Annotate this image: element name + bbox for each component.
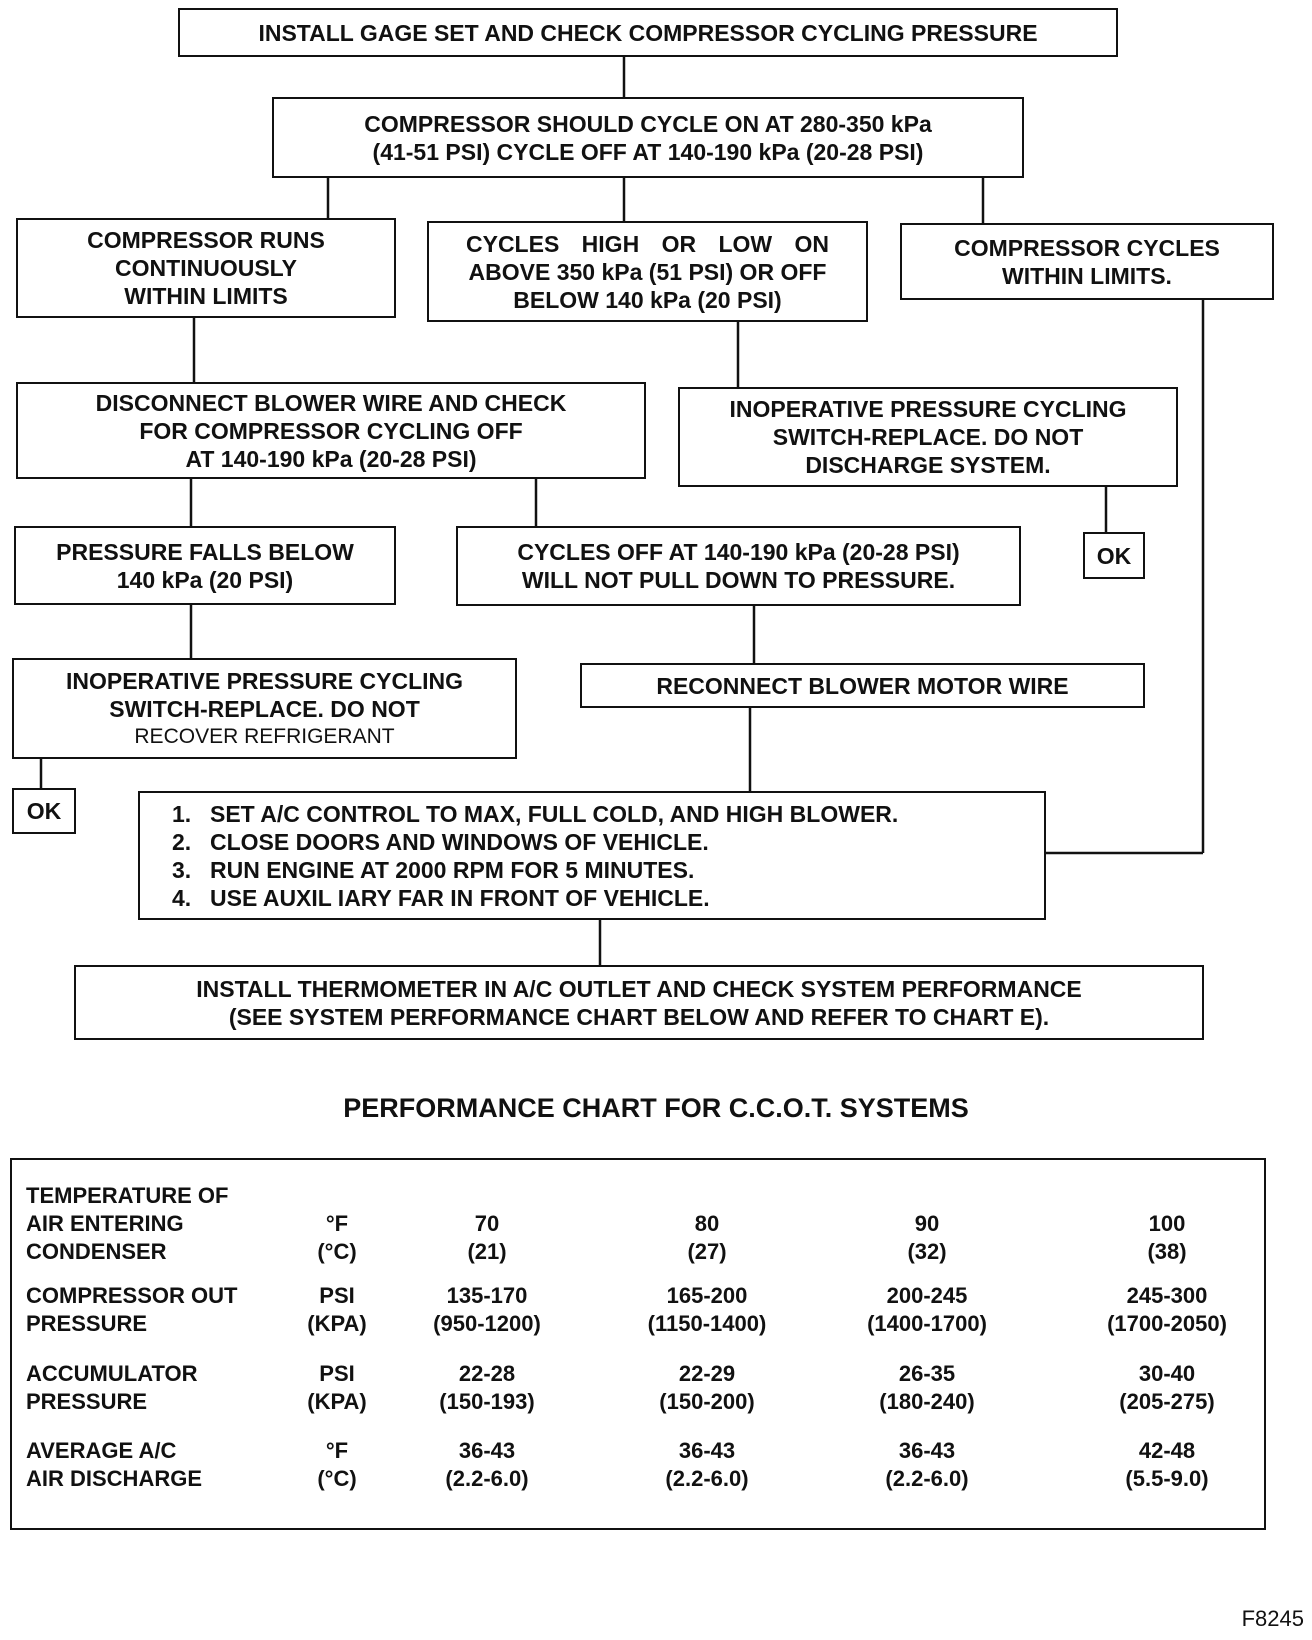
row-label (26, 1182, 228, 1266)
cell-value: (1400-1700) (867, 1311, 987, 1336)
box-text: 140 kPa (20 PSI) (116, 566, 294, 593)
box-text: COMPRESSOR RUNS (87, 227, 325, 253)
cell-value: 70 (474, 1211, 500, 1236)
step-item (172, 856, 694, 884)
step-item (172, 828, 709, 856)
table-cell (847, 1210, 1007, 1266)
unit-line: (°C) (317, 1239, 357, 1264)
should-cycle-box (272, 97, 1024, 178)
cell-value: 200-245 (886, 1283, 968, 1308)
unit-line: °F (325, 1211, 349, 1236)
cell-value: 135-170 (446, 1283, 528, 1308)
pressure-falls-box (14, 526, 396, 605)
label-line: AIR ENTERING (26, 1211, 184, 1236)
label-line: AIR DISCHARGE (26, 1466, 203, 1491)
step-item (172, 800, 898, 828)
table-cell (1092, 1210, 1242, 1266)
label-line: PRESSURE (26, 1311, 148, 1336)
cell-value: (21) (467, 1239, 507, 1264)
step-number: 4. (172, 884, 192, 911)
cell-value: 36-43 (898, 1438, 956, 1463)
ok-text: OK (26, 798, 62, 824)
box-text: INOPERATIVE PRESSURE CYCLING (729, 396, 1127, 422)
box-text: RECONNECT BLOWER MOTOR WIRE (656, 672, 1069, 699)
unit-line: (KPA) (307, 1389, 367, 1414)
cell-value: (27) (687, 1239, 727, 1264)
box-text: INSTALL GAGE SET AND CHECK COMPRESSOR CYCLING PRESSURE (258, 19, 1038, 46)
box-text: (SEE SYSTEM PERFORMANCE CHART BELOW AND REFER TO CHART E). (228, 1003, 1050, 1030)
cell-value: (180-240) (879, 1389, 975, 1414)
cell-value: (150-200) (659, 1389, 755, 1414)
row-unit (302, 1437, 372, 1493)
cell-value: (205-275) (1119, 1389, 1215, 1414)
table-cell (847, 1282, 1007, 1338)
cell-value: 90 (914, 1211, 940, 1236)
label-line: COMPRESSOR OUT (26, 1283, 238, 1308)
inoperative-discharge-box (678, 387, 1178, 487)
label-line: ACCUMULATOR (26, 1361, 198, 1386)
cycles-off-box (456, 526, 1021, 606)
unit-line: PSI (319, 1361, 355, 1386)
cell-value: 100 (1148, 1211, 1186, 1236)
table-cell (627, 1210, 787, 1266)
table-cell (1092, 1282, 1242, 1338)
box-text: COMPRESSOR CYCLES (954, 234, 1220, 261)
unit-line: (KPA) (307, 1311, 367, 1336)
steps-box (138, 791, 1046, 920)
cell-value: 22-28 (458, 1361, 516, 1386)
runs-continuously-box (16, 218, 396, 318)
box-text: PRESSURE FALLS BELOW (56, 538, 354, 565)
table-cell (417, 1210, 557, 1266)
ok-left-box (12, 788, 76, 834)
ok-right-box (1083, 532, 1145, 579)
cell-value: 30-40 (1138, 1361, 1196, 1386)
table-cell (417, 1437, 557, 1493)
step-number: 1. (172, 800, 192, 827)
disconnect-blower-box (16, 382, 646, 479)
box-text: (41-51 PSI) CYCLE OFF AT 140-190 kPa (20-28 PSI) (372, 138, 924, 165)
ok-text: OK (1096, 542, 1132, 569)
reconnect-blower-box (580, 663, 1145, 708)
box-text: SWITCH-REPLACE. DO NOT (109, 695, 420, 722)
performance-table (10, 1158, 1266, 1530)
install-gage-box (178, 8, 1118, 57)
box-text: COMPRESSOR SHOULD CYCLE ON AT 280-350 kPa (364, 110, 932, 137)
box-text: INOPERATIVE PRESSURE CYCLING (65, 667, 464, 694)
cell-value: 26-35 (898, 1361, 956, 1386)
table-cell (627, 1437, 787, 1493)
box-text: CONTINUOUSLY (115, 255, 297, 281)
box-text: CYCLES OFF AT 140-190 kPa (20-28 PSI) (517, 539, 960, 565)
row-label (26, 1282, 237, 1338)
unit-line: °F (325, 1438, 349, 1463)
box-text: WILL NOT PULL DOWN TO PRESSURE. (521, 567, 956, 593)
box-text: WITHIN LIMITS. (1002, 262, 1172, 289)
box-text: BELOW 140 kPa (20 PSI) (513, 286, 782, 313)
label-line: CONDENSER (26, 1239, 167, 1264)
cell-value: (2.2-6.0) (885, 1466, 969, 1491)
table-cell (847, 1437, 1007, 1493)
step-text: USE AUXIL IARY FAR IN FRONT OF VEHICLE. (210, 884, 710, 911)
step-number: 3. (172, 856, 192, 883)
table-cell (1092, 1360, 1242, 1416)
label-line: AVERAGE A/C (26, 1438, 177, 1463)
figure-id: F8245 (1241, 1606, 1304, 1631)
box-text: SWITCH-REPLACE. DO NOT (772, 424, 1084, 450)
label-line: TEMPERATURE OF (26, 1183, 229, 1208)
performance-chart-title: PERFORMANCE CHART FOR C.C.O.T. SYSTEMS (343, 1093, 969, 1123)
table-cell (847, 1360, 1007, 1416)
step-text: SET A/C CONTROL TO MAX, FULL COLD, AND HIGH BLOWER. (210, 800, 899, 827)
cycles-high-low-box (427, 221, 868, 322)
box-text: DISCONNECT BLOWER WIRE AND CHECK (95, 389, 567, 416)
cell-value: (5.5-9.0) (1125, 1466, 1209, 1491)
cycles-within-limits-box (900, 223, 1274, 300)
unit-line: PSI (319, 1283, 355, 1308)
table-cell (1092, 1437, 1242, 1493)
cell-value: 36-43 (678, 1438, 736, 1463)
box-text: DISCHARGE SYSTEM. (805, 452, 1051, 478)
box-text: WITHIN LIMITS (124, 283, 288, 309)
table-cell (417, 1282, 557, 1338)
cell-value: (2.2-6.0) (445, 1466, 529, 1491)
cell-value: 36-43 (458, 1438, 516, 1463)
box-text: AT 140-190 kPa (20-28 PSI) (185, 445, 477, 472)
table-cell (627, 1282, 787, 1338)
table-cell (627, 1360, 787, 1416)
step-text: RUN ENGINE AT 2000 RPM FOR 5 MINUTES. (210, 856, 695, 883)
step-item (172, 884, 710, 912)
box-text: RECOVER REFRIGERANT (134, 724, 395, 748)
cell-value: (150-193) (439, 1389, 535, 1414)
cell-value: 42-48 (1138, 1438, 1196, 1463)
cell-value: (1150-1400) (647, 1311, 767, 1336)
step-number: 2. (172, 828, 192, 855)
row-unit (302, 1282, 372, 1338)
box-text: FOR COMPRESSOR CYCLING OFF (139, 417, 523, 444)
inoperative-recover-box (12, 658, 517, 759)
row-label (26, 1360, 198, 1416)
cell-value: 22-29 (678, 1361, 736, 1386)
cell-value: (2.2-6.0) (665, 1466, 749, 1491)
cell-value: (1700-2050) (1107, 1311, 1227, 1336)
box-text: ABOVE 350 kPa (51 PSI) OR OFF (468, 258, 827, 285)
label-line: PRESSURE (26, 1389, 148, 1414)
install-thermometer-box (74, 965, 1204, 1040)
cell-value: (950-1200) (433, 1311, 541, 1336)
step-text: CLOSE DOORS AND WINDOWS OF VEHICLE. (210, 828, 709, 855)
box-text: INSTALL THERMOMETER IN A/C OUTLET AND CHECK SYSTEM PERFORMANCE (196, 975, 1082, 1002)
cell-value: (38) (1147, 1239, 1187, 1264)
row-unit (302, 1210, 372, 1266)
cell-value: 80 (694, 1211, 720, 1236)
cell-value: 165-200 (666, 1283, 748, 1308)
row-unit (302, 1360, 372, 1416)
row-label (26, 1437, 202, 1493)
table-cell (417, 1360, 557, 1416)
unit-line: (°C) (317, 1466, 357, 1491)
box-text: CYCLES HIGH OR LOW ON (466, 230, 829, 257)
cell-value: 245-300 (1126, 1283, 1208, 1308)
cell-value: (32) (907, 1239, 947, 1264)
